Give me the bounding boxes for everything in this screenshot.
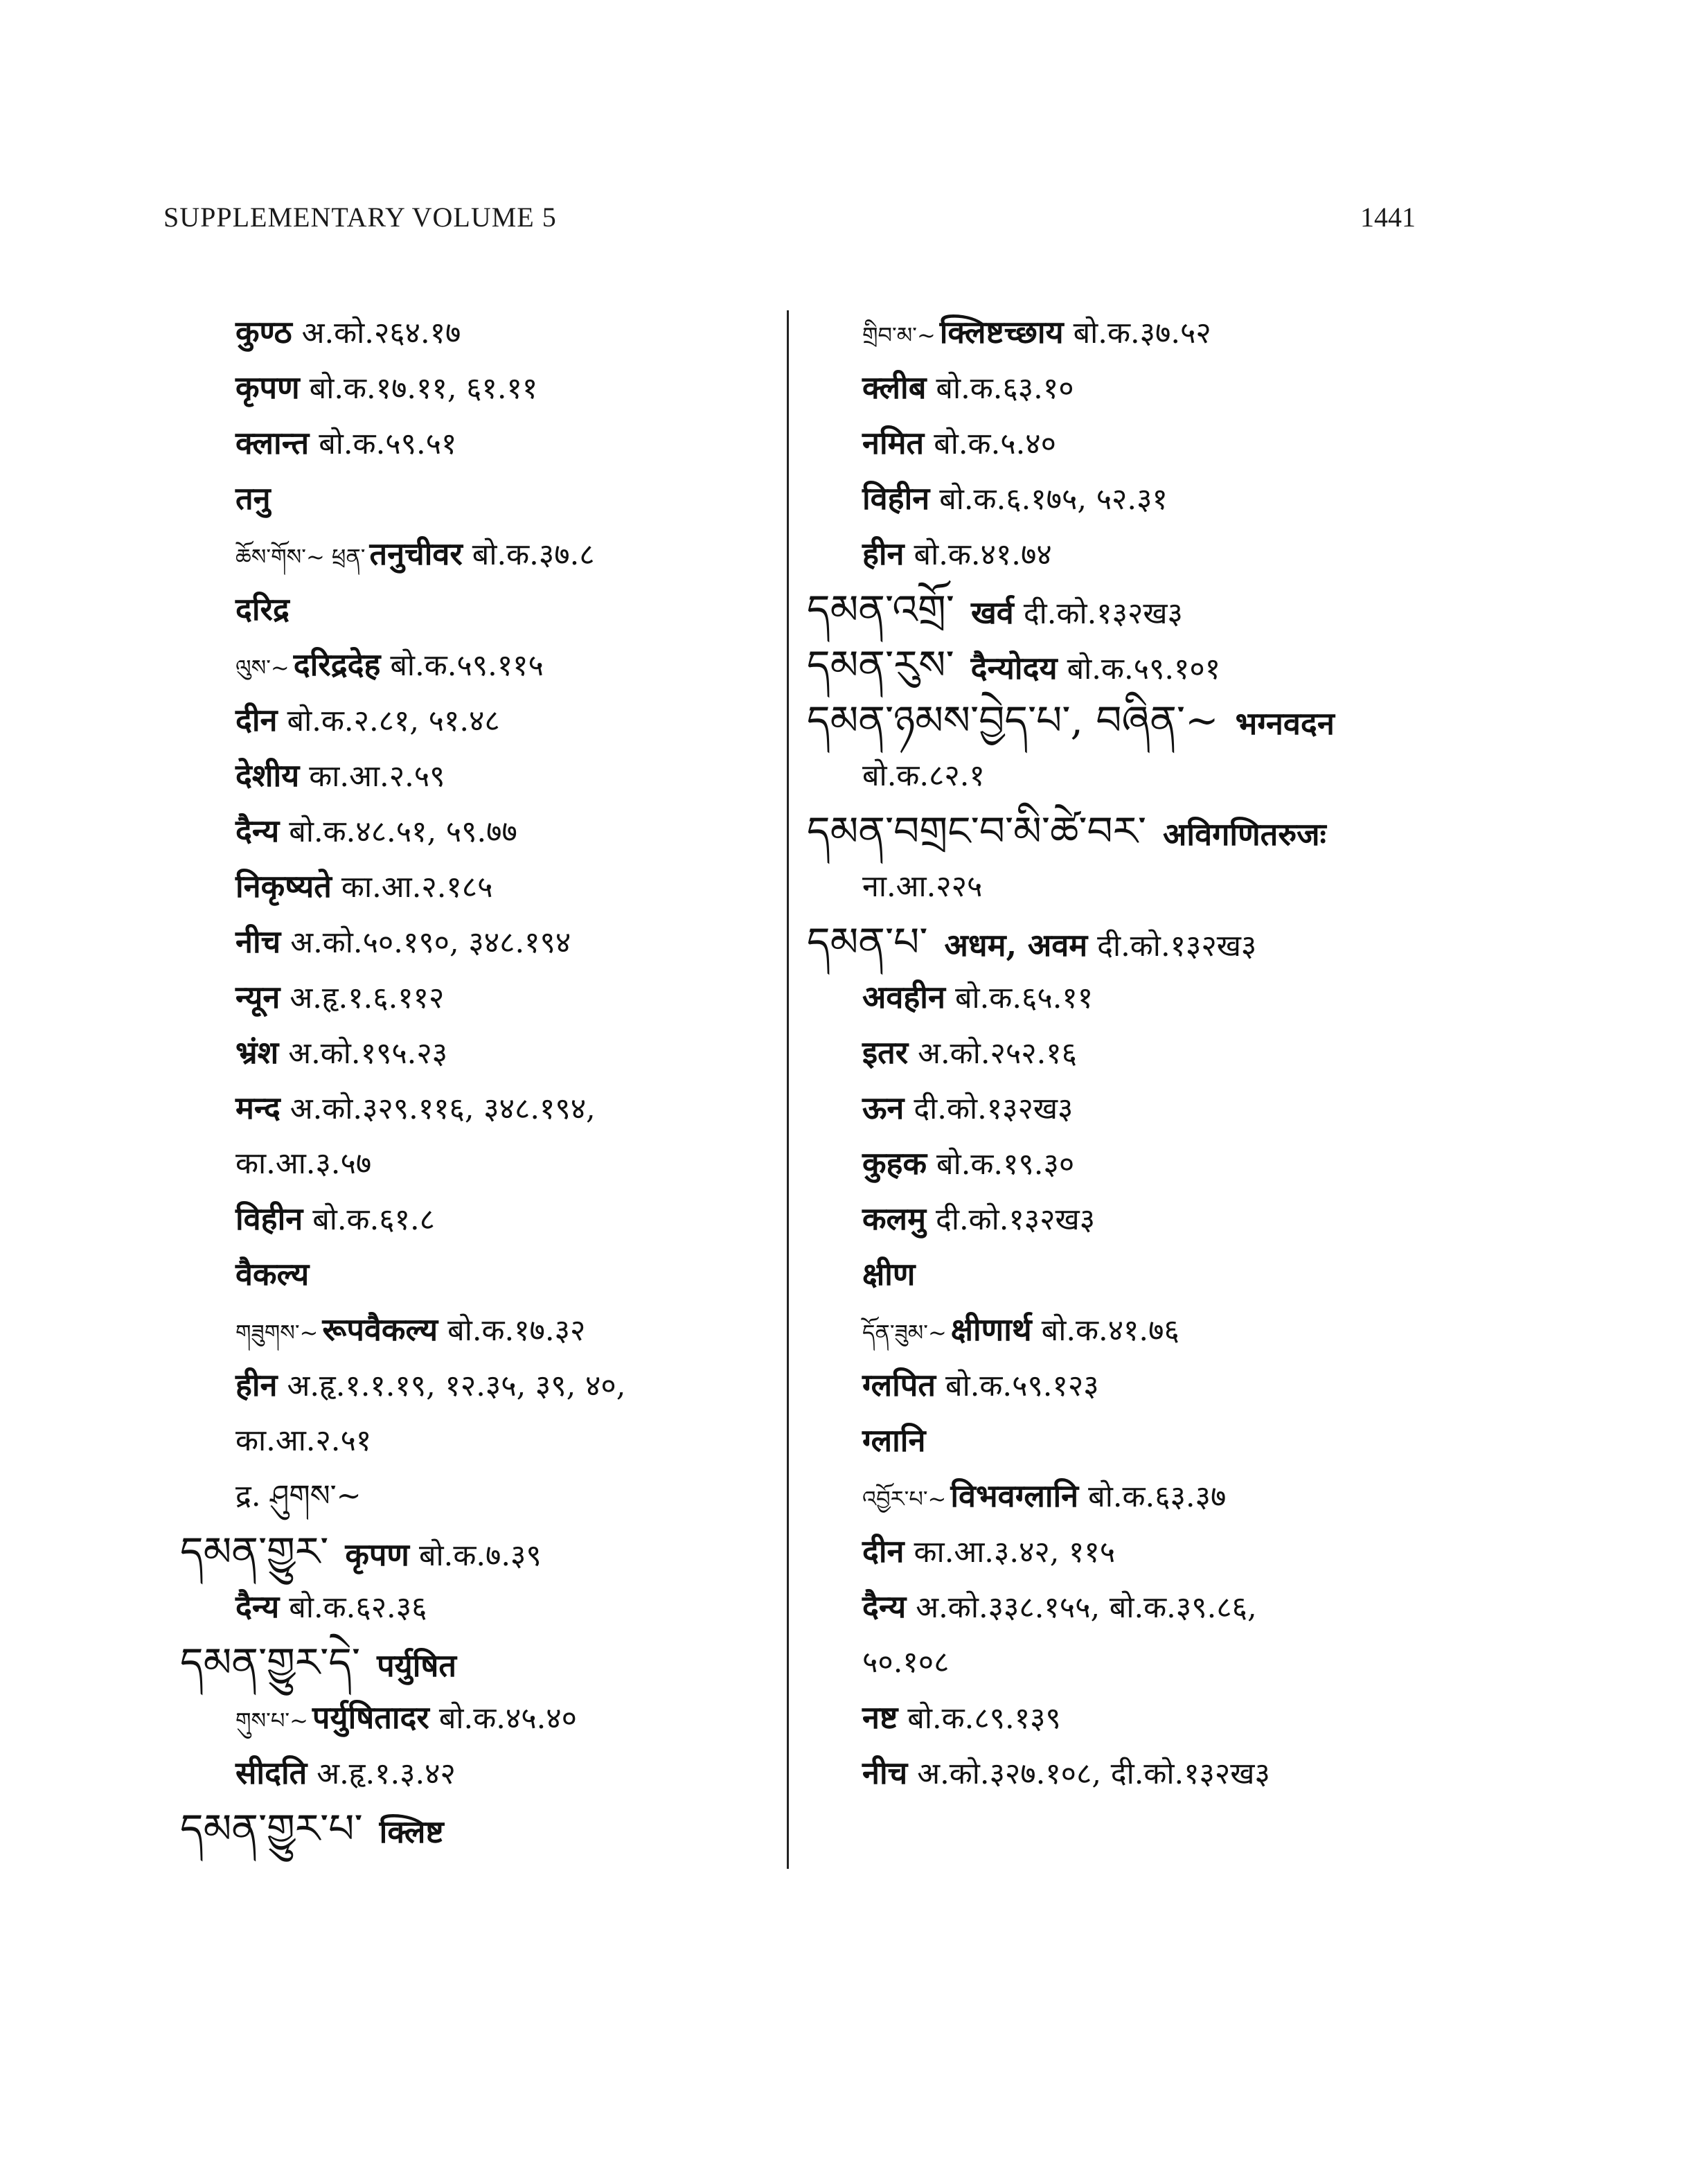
tibetan-headword: དམན་རུས་ <box>807 641 954 689</box>
sanskrit-term: कलमु <box>862 1200 926 1237</box>
sub-entry <box>807 1635 1451 1690</box>
sub-entry <box>180 471 776 526</box>
sub-entry <box>180 748 776 804</box>
sub-entry <box>180 693 776 748</box>
sub-entry <box>807 1746 1451 1801</box>
sanskrit-term: हीन <box>235 1367 278 1403</box>
compound-prefix: གུས་པ་~ <box>235 1707 308 1734</box>
sub-entry <box>180 637 776 693</box>
sanskrit-term: इतर <box>862 1034 909 1071</box>
sub-entry <box>807 1579 1451 1635</box>
sanskrit-term: अवहीन <box>862 979 945 1015</box>
sanskrit-term: अविगणितरुजः <box>1163 816 1326 853</box>
sanskrit-term: नीच <box>235 923 281 960</box>
tibetan-headword: དམན་གྱུར་པ་ <box>180 1805 363 1852</box>
headword-entry <box>807 693 1451 748</box>
sanskrit-term: दैन्य <box>235 1588 280 1625</box>
source-reference: बो.क.२.८१, ५१.४८ <box>287 704 500 738</box>
sub-entry <box>180 416 776 471</box>
tibetan-headword: དམན་པ་ <box>807 918 928 966</box>
sub-entry <box>180 1247 776 1302</box>
sanskrit-term: खर्व <box>970 594 1014 631</box>
compound-prefix: ཆོས་གོས་~ ཕྲན་ <box>235 544 366 570</box>
page-number: 1441 <box>1360 202 1416 233</box>
sanskrit-term: वैकल्य <box>235 1256 310 1293</box>
source-reference: दी.को.१३२ख३ <box>935 1202 1096 1237</box>
sanskrit-term: नष्ट <box>862 1699 898 1736</box>
source-reference: बो.क.५९.१२३ <box>945 1369 1099 1403</box>
sanskrit-term: दैन्योदय <box>970 650 1058 686</box>
sub-entry <box>180 1136 776 1191</box>
sub-entry <box>807 748 1451 804</box>
sanskrit-term: कुण्ठ <box>235 314 292 350</box>
sub-entry <box>807 1468 1451 1524</box>
source-reference: अ.को.१९५.२३ <box>288 1036 448 1071</box>
sanskrit-term: निकृष्यते <box>235 868 332 905</box>
sanskrit-term: भग्नवदन <box>1235 705 1335 742</box>
sub-entry <box>180 970 776 1025</box>
tibetan-headword: དམན་འགྲོ་ <box>807 586 954 633</box>
sub-entry <box>807 471 1451 526</box>
sanskrit-term: ग्लानि <box>862 1422 926 1459</box>
headword-entry <box>807 637 1451 693</box>
sanskrit-term: क्षीणार्थ <box>950 1311 1032 1348</box>
headword-entry <box>180 1801 776 1856</box>
source-reference: बो.क.६५.११ <box>954 981 1094 1015</box>
sanskrit-term: दैन्य <box>862 1588 907 1625</box>
right-column <box>807 305 1451 1801</box>
sanskrit-term: कुहक <box>862 1145 927 1182</box>
sub-entry <box>180 1358 776 1413</box>
source-reference: ५०.१०८ <box>862 1645 950 1680</box>
sub-entry <box>180 1413 776 1468</box>
source-reference: ना.आ.२२५ <box>862 869 983 904</box>
sub-entry <box>180 526 776 582</box>
sub-entry <box>180 1191 776 1247</box>
sanskrit-term: न्यून <box>235 979 280 1015</box>
sanskrit-term: पर्युषितादर <box>312 1699 429 1736</box>
sub-entry <box>180 1468 776 1524</box>
source-reference: बो.क.४१.७४ <box>914 538 1052 572</box>
sanskrit-term: मन्द <box>235 1090 280 1126</box>
source-reference: दी.को.१३२ख३ <box>914 1092 1074 1126</box>
sub-entry <box>180 1579 776 1635</box>
sanskrit-term: क्लीब <box>862 369 927 406</box>
sub-entry <box>180 305 776 360</box>
sanskrit-term: दीन <box>862 1533 905 1570</box>
sanskrit-term: कृपण <box>345 1536 409 1573</box>
left-column <box>180 305 776 1856</box>
headword-entry <box>807 914 1451 970</box>
source-reference: अ.को.२६४.१७ <box>301 316 461 350</box>
sanskrit-term: तनुचीवर <box>369 535 463 572</box>
sub-entry <box>807 1247 1451 1302</box>
source-reference: अ.हृ.१.१.१९, १२.३५, ३९, ४०, <box>287 1369 626 1403</box>
sub-entry <box>180 582 776 637</box>
tibetan-headword: དམན་གྱུར་ <box>180 1528 329 1575</box>
sanskrit-term: दीन <box>235 702 278 738</box>
source-reference: बो.क.६३.१० <box>936 371 1074 406</box>
sub-entry <box>807 1302 1451 1358</box>
sanskrit-term: विहीन <box>862 480 930 517</box>
source-reference: अ.को.२५२.१६ <box>918 1036 1077 1071</box>
source-reference: बो.क.५९.११५ <box>390 648 544 683</box>
source-reference: बो.क.८२.१ <box>862 758 985 793</box>
sub-entry <box>807 1136 1451 1191</box>
sub-entry <box>807 1358 1451 1413</box>
sub-entry <box>807 360 1451 416</box>
source-reference: का.आ.३.५७ <box>235 1146 372 1181</box>
source-reference: बो.क.६३.३७ <box>1088 1480 1227 1514</box>
sub-entry <box>180 1690 776 1746</box>
tibetan-headword: དམན་ཉམས་བྱེད་པ་, བཞིན་~ <box>807 697 1219 744</box>
sub-entry <box>180 914 776 970</box>
compound-prefix: ལུས་~ <box>235 655 290 681</box>
headword-entry <box>807 804 1451 859</box>
source-reference: बो.क.४५.४० <box>438 1701 578 1736</box>
sub-entry <box>807 859 1451 914</box>
sanskrit-term: विहीन <box>235 1200 303 1237</box>
source-reference: अ.को.३२७.१०८, दी.को.१३२ख३ <box>917 1757 1270 1791</box>
source-reference: अ.हृ.१.६.११२ <box>290 981 445 1015</box>
running-header: SUPPLEMENTARY VOLUME 5 <box>163 202 557 233</box>
sanskrit-term: रूपवैकल्य <box>322 1311 438 1348</box>
source-reference: दी.को.१३२ख३ <box>1023 596 1183 631</box>
source-reference: का.आ.२.५१ <box>235 1423 372 1458</box>
source-reference: का.आ.२.५९ <box>309 759 445 794</box>
source-reference: बो.क.१९.३० <box>936 1147 1075 1182</box>
sub-entry <box>807 526 1451 582</box>
source-reference: बो.क.५९.५१ <box>319 427 457 461</box>
compound-prefix: འབྱོར་པ་~ <box>862 1486 947 1512</box>
sub-entry <box>807 1524 1451 1579</box>
sub-entry <box>807 970 1451 1025</box>
source-reference: द्र. ཤུགས་~ <box>235 1479 362 1513</box>
sub-entry <box>180 1302 776 1358</box>
sub-entry <box>807 416 1451 471</box>
source-reference: दी.को.१३२ख३ <box>1097 929 1257 964</box>
source-reference: बो.क.८९.१३९ <box>907 1701 1061 1736</box>
sanskrit-term: नीच <box>862 1755 908 1791</box>
compound-prefix: གྲིབ་མ་~ <box>862 322 936 348</box>
sanskrit-term: क्लान्त <box>235 425 310 461</box>
source-reference: बो.क.६२.३६ <box>289 1590 427 1625</box>
sub-entry <box>180 360 776 416</box>
source-reference: बो.क.४८.५१, ५९.७७ <box>289 815 517 849</box>
sub-entry <box>807 1413 1451 1468</box>
source-reference: अ.को.५०.१९०, ३४८.१९४ <box>290 925 571 960</box>
sanskrit-term: कृपण <box>235 369 300 406</box>
sub-entry <box>180 1746 776 1801</box>
sanskrit-term: पर्युषित <box>377 1647 457 1684</box>
compound-prefix: དོན་ཟུམ་~ <box>862 1320 947 1346</box>
tibetan-headword: དམན་གྱུར་དེ་ <box>180 1639 361 1686</box>
sanskrit-term: दरिद्रदेह <box>293 646 381 683</box>
source-reference: बो.क.३७.५२ <box>1073 316 1211 350</box>
sanskrit-term: दरिद्र <box>235 591 290 628</box>
source-reference: बो.क.५९.१०१ <box>1067 652 1221 686</box>
headword-entry <box>807 582 1451 637</box>
sanskrit-term: ग्लपित <box>862 1367 936 1403</box>
source-reference: बो.क.१७.३२ <box>447 1313 586 1348</box>
sub-entry <box>807 1025 1451 1081</box>
source-reference: अ.हृ.१.३.४२ <box>317 1757 456 1791</box>
source-reference: बो.क.३७.८ <box>472 538 595 572</box>
source-reference: अ.को.३३८.१५५, बो.क.३९.८६, <box>916 1590 1257 1625</box>
sanskrit-term: अधम, अवम <box>944 927 1088 964</box>
source-reference: बो.क.४१.७६ <box>1041 1313 1179 1348</box>
sub-entry <box>180 859 776 914</box>
sub-entry <box>807 1690 1451 1746</box>
headword-entry <box>180 1635 776 1690</box>
sub-entry <box>807 1081 1451 1136</box>
column-divider <box>787 310 789 1869</box>
sanskrit-term: हीन <box>862 535 905 572</box>
sub-entry <box>180 804 776 859</box>
sub-entry <box>807 305 1451 360</box>
sanskrit-term: भ्रंश <box>235 1034 279 1071</box>
sanskrit-term: क्षीण <box>862 1256 916 1293</box>
source-reference: का.आ.२.१८५ <box>341 870 493 905</box>
source-reference: बो.क.६१.८ <box>312 1202 436 1237</box>
tibetan-headword: དམན་བགྲང་བ་མི་ཚེ་བར་ <box>807 808 1147 855</box>
sanskrit-term: सीदति <box>235 1755 308 1791</box>
sub-entry <box>807 1191 1451 1247</box>
source-reference: का.आ.३.४२, ११५ <box>914 1535 1116 1570</box>
sanskrit-term: विभवग्लानि <box>950 1477 1079 1514</box>
headword-entry <box>180 1524 776 1579</box>
sanskrit-term: क्लिष्टच्छाय <box>939 314 1064 350</box>
sanskrit-term: तनु <box>235 480 271 517</box>
sanskrit-term: देशीय <box>235 757 300 794</box>
source-reference: बो.क.६.१७५, ५२.३१ <box>939 482 1168 517</box>
source-reference: बो.क.७.३९ <box>418 1538 542 1573</box>
sub-entry <box>180 1025 776 1081</box>
sanskrit-term: दैन्य <box>235 813 280 849</box>
sanskrit-term: ऊन <box>862 1090 905 1126</box>
sanskrit-term: क्लिष्ट <box>379 1813 444 1850</box>
sub-entry <box>180 1081 776 1136</box>
source-reference: बो.क.५.४० <box>934 427 1057 461</box>
sanskrit-term: नमित <box>862 425 925 461</box>
source-reference: बो.क.१७.११, ६१.११ <box>309 371 538 406</box>
compound-prefix: གཟུགས་~ <box>235 1320 319 1346</box>
source-reference: अ.को.३२९.११६, ३४८.१९४, <box>290 1092 596 1126</box>
